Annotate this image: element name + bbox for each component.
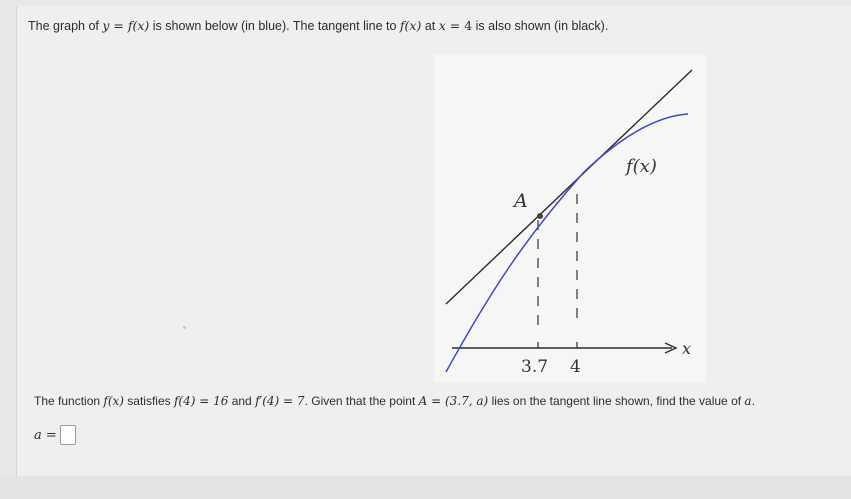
question-math-coord: (3.7, a)	[445, 394, 489, 408]
question-math-a: a	[744, 394, 752, 408]
answer-label: a =	[34, 427, 57, 443]
question-math-fp4: f′(4) = 7	[255, 394, 305, 408]
intro-math-fx2: f(x)	[399, 18, 422, 33]
question-part: and	[228, 394, 256, 408]
question-part: The function	[34, 394, 104, 408]
function-curve	[446, 114, 688, 372]
question-math-f4: f(4) = 16	[173, 394, 229, 408]
graph-figure	[434, 54, 706, 382]
intro-math-eq: =	[109, 18, 128, 33]
intro-part: is also shown (in black).	[472, 19, 609, 33]
intro-math-fx: f(x)	[127, 18, 150, 33]
bottom-strip	[0, 476, 851, 499]
point-a-marker	[537, 213, 543, 219]
question-part: satisfies	[123, 394, 174, 408]
tangent-line	[446, 70, 692, 304]
intro-math-eq4: = 4	[445, 18, 473, 33]
question-math-eq: =	[427, 394, 445, 408]
question-text	[34, 394, 755, 408]
answer-input[interactable]	[60, 425, 76, 445]
question-math-fx: f(x)	[103, 394, 124, 408]
intro-math-x: x	[438, 18, 446, 33]
intro-text	[28, 18, 608, 33]
label-f-of-x: f(x)	[626, 156, 657, 177]
intro-math-y: y	[102, 18, 110, 33]
label-x-axis: x	[682, 339, 692, 358]
tangent-graph	[434, 54, 706, 382]
intro-part: at	[421, 19, 439, 33]
stray-mark	[183, 326, 186, 329]
question-math-a-point: A	[418, 394, 428, 408]
label-point-a: A	[514, 190, 528, 212]
question-part: .	[751, 394, 755, 408]
answer-row	[34, 425, 76, 445]
tick-label-3-7: 3.7	[521, 357, 549, 377]
question-part: . Given that the point	[304, 394, 419, 408]
question-part: lies on the tangent line shown, find the value of	[488, 394, 745, 408]
intro-part: is shown below (in blue). The tangent line to	[149, 19, 400, 33]
tick-label-4: 4	[570, 357, 581, 377]
intro-part: The graph of	[28, 19, 103, 33]
